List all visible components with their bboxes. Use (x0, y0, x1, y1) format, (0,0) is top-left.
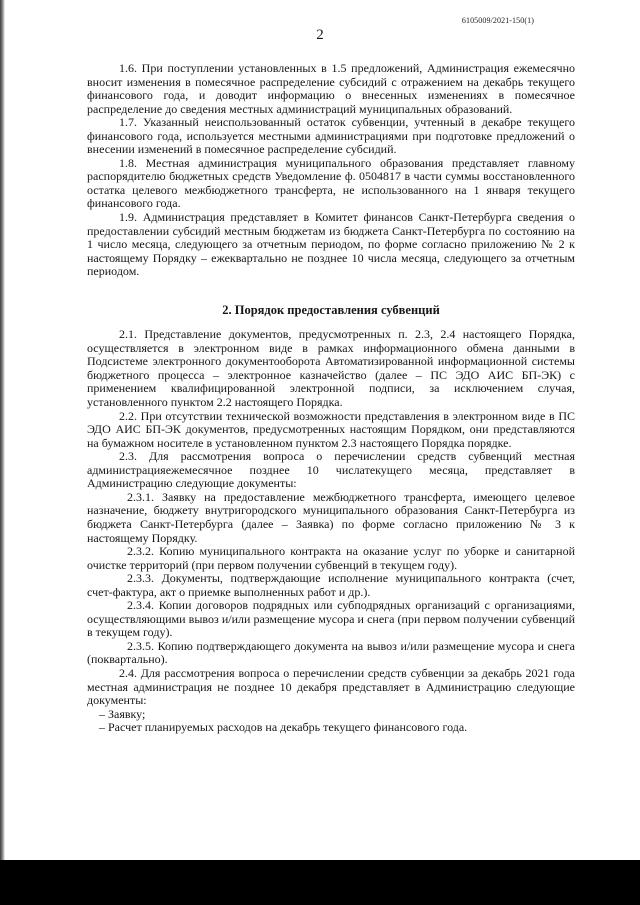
paragraph-2-3-2: 2.3.2. Копию муниципального контракта на оказание услуг по уборке и санитарной очистке территорий (при первом получении субвенций в текущем году). (87, 544, 575, 572)
paragraph-2-2: 2.2. При отсутствии технической возможности представления в электронном виде в ПС ЭДО АИС БП-ЭК документов, предусмотренных настоящим Порядком, они представляются на бумажном носителе в установленном пунктом 2.3 настоящего Порядка порядке. (87, 408, 575, 450)
paragraph-2-3-4: 2.3.4. Копии договоров подрядных или субподрядных организаций с организациями, осуществляющими вывоз и/или размещение мусора и снега (при первом получении субвенций в текущем году). (87, 598, 575, 640)
paragraph-2-3-3: 2.3.3. Документы, подтверждающие исполнение муниципального контракта (счет, счет-фактура, акт о приемке выполненных работ и др.). (87, 571, 575, 599)
page-number: 2 (316, 27, 324, 43)
scan-bottom-band (0, 860, 640, 905)
section-heading: 2. Порядок предоставления субвенций (222, 302, 440, 317)
paragraph-2-1: 2.1. Представление документов, предусмотренных п. 2.3, 2.4 настоящего Порядка, осуществляется в электронном виде в рамках информационного обмена данными в Подсистеме электронного документооборота Автоматизированной информационной системы бюджетного процесса – электронное казначейство (далее – ПС ЭДО АИС БП-ЭК) с применением квалифицированной электронной подписи, за исключением случая, установленного пунктом 2.2 настоящего Порядка. (87, 327, 575, 410)
paragraph-1-8: 1.8. Местная администрация муниципального образования представляет главному распорядителю бюджетных средств Уведомление ф. 0504817 в части суммы восстановленного остатка целевого межбюджетного трансферта, не использованного на 1 января текущего финансового года. (87, 155, 575, 211)
paragraph-2-4: 2.4. Для рассмотрения вопроса о перечислении средств субвенции за декабрь 2021 года местная администрация не позднее 10 декабря представляет в Администрацию следующие документы: (87, 665, 575, 708)
paragraph-2-3-1: 2.3.1. Заявку на предоставление межбюджетного трансферта, имеющего целевое назначение, бюджету внутригородского муниципального образования Санкт-Петербурга из бюджета Санкт-Петербурга (далее – Заявка) по форме согласно приложению № 3 к настоящему Порядку. (87, 489, 575, 545)
paragraph-1-9: 1.9. Администрация представляет в Комитет финансов Санкт-Петербурга сведения о предоставлении субсидий местным бюджетам из бюджета Санкт-Петербурга по состоянию на 1 число месяца, следующего за отчетным периодом, по форме согласно приложению № 2 к настоящему Порядку – ежеквартально не позднее 10 числа месяца, следующего за отчетным периодом. (87, 210, 575, 279)
scan-page-edge (0, 0, 5, 860)
paragraph-1-7: 1.7. Указанный неиспользованный остаток субвенции, учтенный в декабре текущего финансового года, используется местными администрациями при подготовке предложений о внесении изменений в помесячное распределение субсидий. (87, 115, 575, 157)
bullet-item: – Заявку; (99, 706, 146, 721)
document-body (87, 62, 575, 735)
paragraph-1-6: 1.6. При поступлении установленных в 1.5 предложений, Администрация ежемесячно вносит изменения в помесячное распределение субсидий с отражением на декабрь текущего финансового года, и доводит информацию о внесенных изменениях в помесячное распределение до сведения местных администраций муниципальных образований. (87, 61, 575, 116)
paragraph-2-3: 2.3. Для рассмотрения вопроса о перечислении средств субвенций местная администрацияежемесячное позднее 10 числатекущего месяца, представляет в Администрацию следующие документы: (87, 449, 575, 491)
bullet-item: – Расчет планируемых расходов на декабрь текущего финансового года. (99, 720, 468, 735)
paragraph-2-3-5: 2.3.5. Копию подтверждающего документа на вывоз и/или размещение мусора и снега (поквартально). (87, 638, 575, 667)
document-code: 6105009/2021-150(1) (461, 16, 534, 25)
